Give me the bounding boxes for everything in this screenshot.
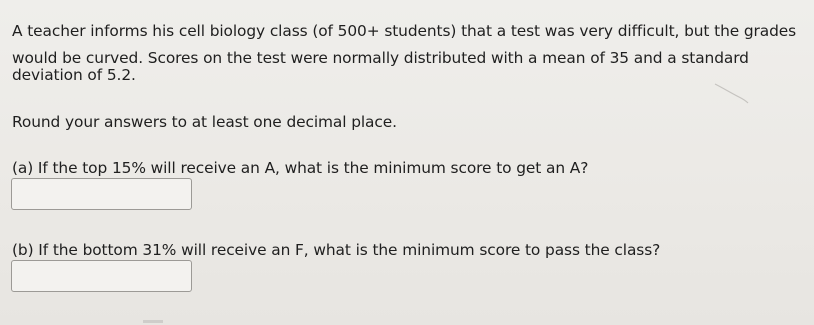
problem-text-line-3: deviation of 5.2. — [12, 66, 136, 84]
rounding-instruction: Round your answers to at least one decimal place. — [12, 113, 397, 131]
question-b-label: (b) If the bottom 31% will receive an F, what is the minimum score to pass the class? — [12, 241, 661, 259]
answer-a-input[interactable] — [11, 178, 192, 210]
answer-b-input[interactable] — [11, 260, 192, 292]
problem-text-line-2: would be curved. Scores on the test were normally distributed with a mean of 35 and a standard — [12, 49, 749, 67]
question-a-label: (a) If the top 15% will receive an A, what is the minimum score to get an A? — [12, 159, 589, 177]
pencil-mark-icon — [713, 82, 749, 104]
problem-text-line-1: A teacher informs his cell biology class (of 500+ students) that a test was very difficult, but the grades — [12, 22, 797, 40]
page-edge-mark — [143, 320, 163, 323]
